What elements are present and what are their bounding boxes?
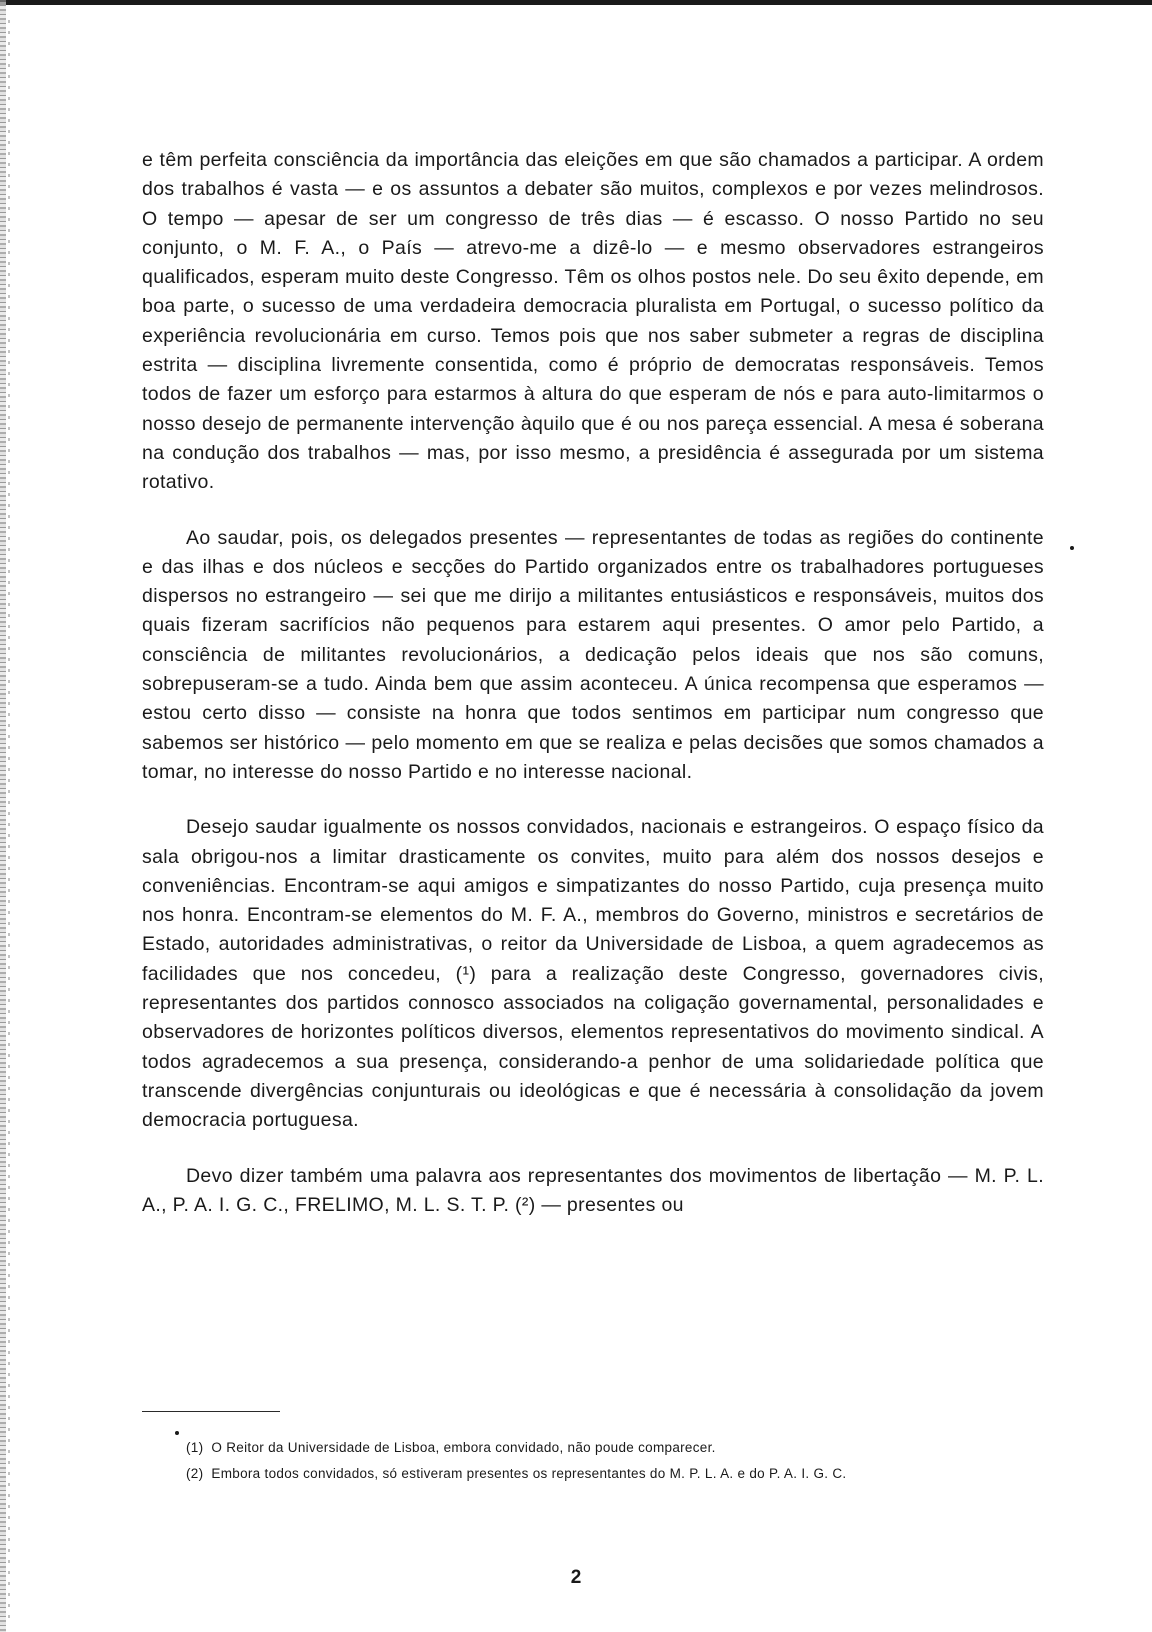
footnote-marker: (1) [186, 1440, 204, 1455]
paragraph-1: e têm perfeita consciência da importância das eleições em que são chamados a participar. A ordem dos trabalhos é vasta — e os assuntos a debater são muitos, complexos e por vezes melindrosos. O tempo — apesar de ser um congresso de três dias — é escasso. O nosso Partido no seu conjunto, o M. F. A., o País — atrevo-me a dizê-lo — e mesmo observadores estrangeiros qualificados, esperam muito deste Congresso. Têm os olhos postos nele. Do seu êxito depende, em boa parte, o sucesso de uma verdadeira democracia pluralista em Portugal, o sucesso político da experiência revolucionária em curso. Temos pois que nos saber submeter a regras de disciplina estrita — disciplina livremente consentida, como é próprio de democratas responsáveis. Temos todos de fazer um esforço para estarmos à altura do que esperam de nós e para auto-limitarmos o nosso desejo de permanente intervenção àquilo que é ou nos pareça essencial. A mesa é soberana na condução dos trabalhos — mas, por isso mesmo, a presidência é assegurada por um sistema rotativo. [142, 149, 1044, 494]
paragraph-2: Ao saudar, pois, os delegados presentes — representantes de todas as regiões do continente e das ilhas e dos núcleos e secções do Partido organizados entre os trabalhadores portugueses dispersos no estrangeiro — sei que me dirijo a militantes entusiásticos e responsáveis, muitos dos quais fizeram sacrifícios não pequenos para estarem aqui presentes. O amor pelo Partido, a consciência de militantes revolucionários, a dedicação pelos ideais que nos são comuns, sobrepuseram-se a tudo. Ainda bem que assim aconteceu. A única recompensa que esperamos — estou certo disso — consiste na honra que todos sentimos em participar num congresso que sabemos ser histórico — pelo momento em que se realiza e pelas decisões que somos chamados a tomar, no interesse do nosso Partido e no interesse nacional. [142, 526, 1044, 783]
footnote-text: O Reitor da Universidade de Lisboa, embora convidado, não poude comparecer. [211, 1440, 716, 1455]
footnote-separator [142, 1411, 280, 1412]
footnote-1 [142, 1437, 1044, 1459]
body-text [142, 146, 1044, 1246]
scanned-page-edge [0, 0, 6, 1632]
footnote-marker: (2) [186, 1466, 204, 1481]
scanned-binding-marks [8, 20, 10, 1620]
footnote-2 [142, 1463, 1044, 1485]
paragraph-3: Desejo saudar igualmente os nossos convidados, nacionais e estrangeiros. O espaço físico da sala obrigou-nos a limitar drasticamente os convites, muito para além dos nossos desejos e conveniências. Encontram-se aqui amigos e simpatizantes do nosso Partido, cuja presença muito nos honra. Encontram-se elementos do M. F. A., membros do Governo, ministros e secretários de Estado, autoridades administrativas, o reitor da Universidade de Lisboa, a quem agradecemos as facilidades que nos concedeu, (¹) para a realização deste Congresso, governadores civis, representantes dos partidos connosco associados na coligação governamental, personalidades e observadores de horizontes políticos diversos, elementos representativos do movimento sindical. A todos agradecemos a sua presença, considerando-a penhor de uma solidariedade política que transcende divergências conjunturais ou ideológicas e que é necessária à consolidação da jovem democracia portuguesa. [142, 816, 1044, 1132]
scan-speck [175, 1431, 179, 1435]
footnote-text: Embora todos convidados, só estiveram presentes os representantes do M. P. L. A. e do P. A. I. G. C. [211, 1466, 847, 1481]
footnotes [142, 1437, 1044, 1489]
paragraph-4: Devo dizer também uma palavra aos representantes dos movimentos de libertação — M. P. L. A., P. A. I. G. C., FRELIMO, M. L. S. T. P. (²) — presentes ou [142, 1164, 1044, 1216]
scan-speck [1070, 546, 1074, 550]
top-border-rule [0, 0, 1152, 5]
page-number: 2 [570, 1567, 582, 1588]
